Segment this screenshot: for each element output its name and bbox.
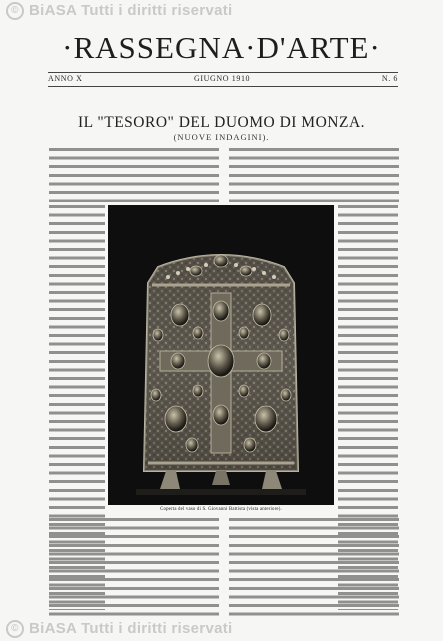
issue-number: N. 6 xyxy=(381,74,398,83)
figure-caption: Coperta del vaso di S. Giovanni Battista (vista anteriore). xyxy=(108,507,334,512)
body-text-column-right-top xyxy=(229,148,399,202)
watermark-text: BiASA Tutti i diritti riservati xyxy=(29,2,233,19)
article-title: IL "TESORO" DEL DUOMO DI MONZA. xyxy=(77,114,366,131)
watermark-text: BiASA Tutti i diritti riservati xyxy=(29,620,233,637)
body-text-column-left-top xyxy=(49,148,219,202)
watermark-bottom xyxy=(6,620,443,638)
issue-date: GIUGNO 1910 xyxy=(194,74,251,83)
issue-year: ANNO X xyxy=(48,74,83,83)
copyright-icon: © xyxy=(6,620,24,638)
article-subtitle: (NUOVE INDAGINI). xyxy=(173,132,270,142)
masthead-rule-bottom xyxy=(48,86,398,87)
reliquary-illustration xyxy=(108,205,334,505)
body-text-column-right-bottom xyxy=(229,518,399,618)
copyright-icon: © xyxy=(6,2,24,20)
journal-masthead: ·RASSEGNA·D'ARTE· xyxy=(62,30,381,65)
body-text-column-left-bottom xyxy=(49,518,219,618)
reliquary-photograph xyxy=(108,205,334,505)
issue-line xyxy=(48,74,398,86)
masthead-rule-top xyxy=(48,72,398,73)
watermark-top xyxy=(6,2,443,20)
